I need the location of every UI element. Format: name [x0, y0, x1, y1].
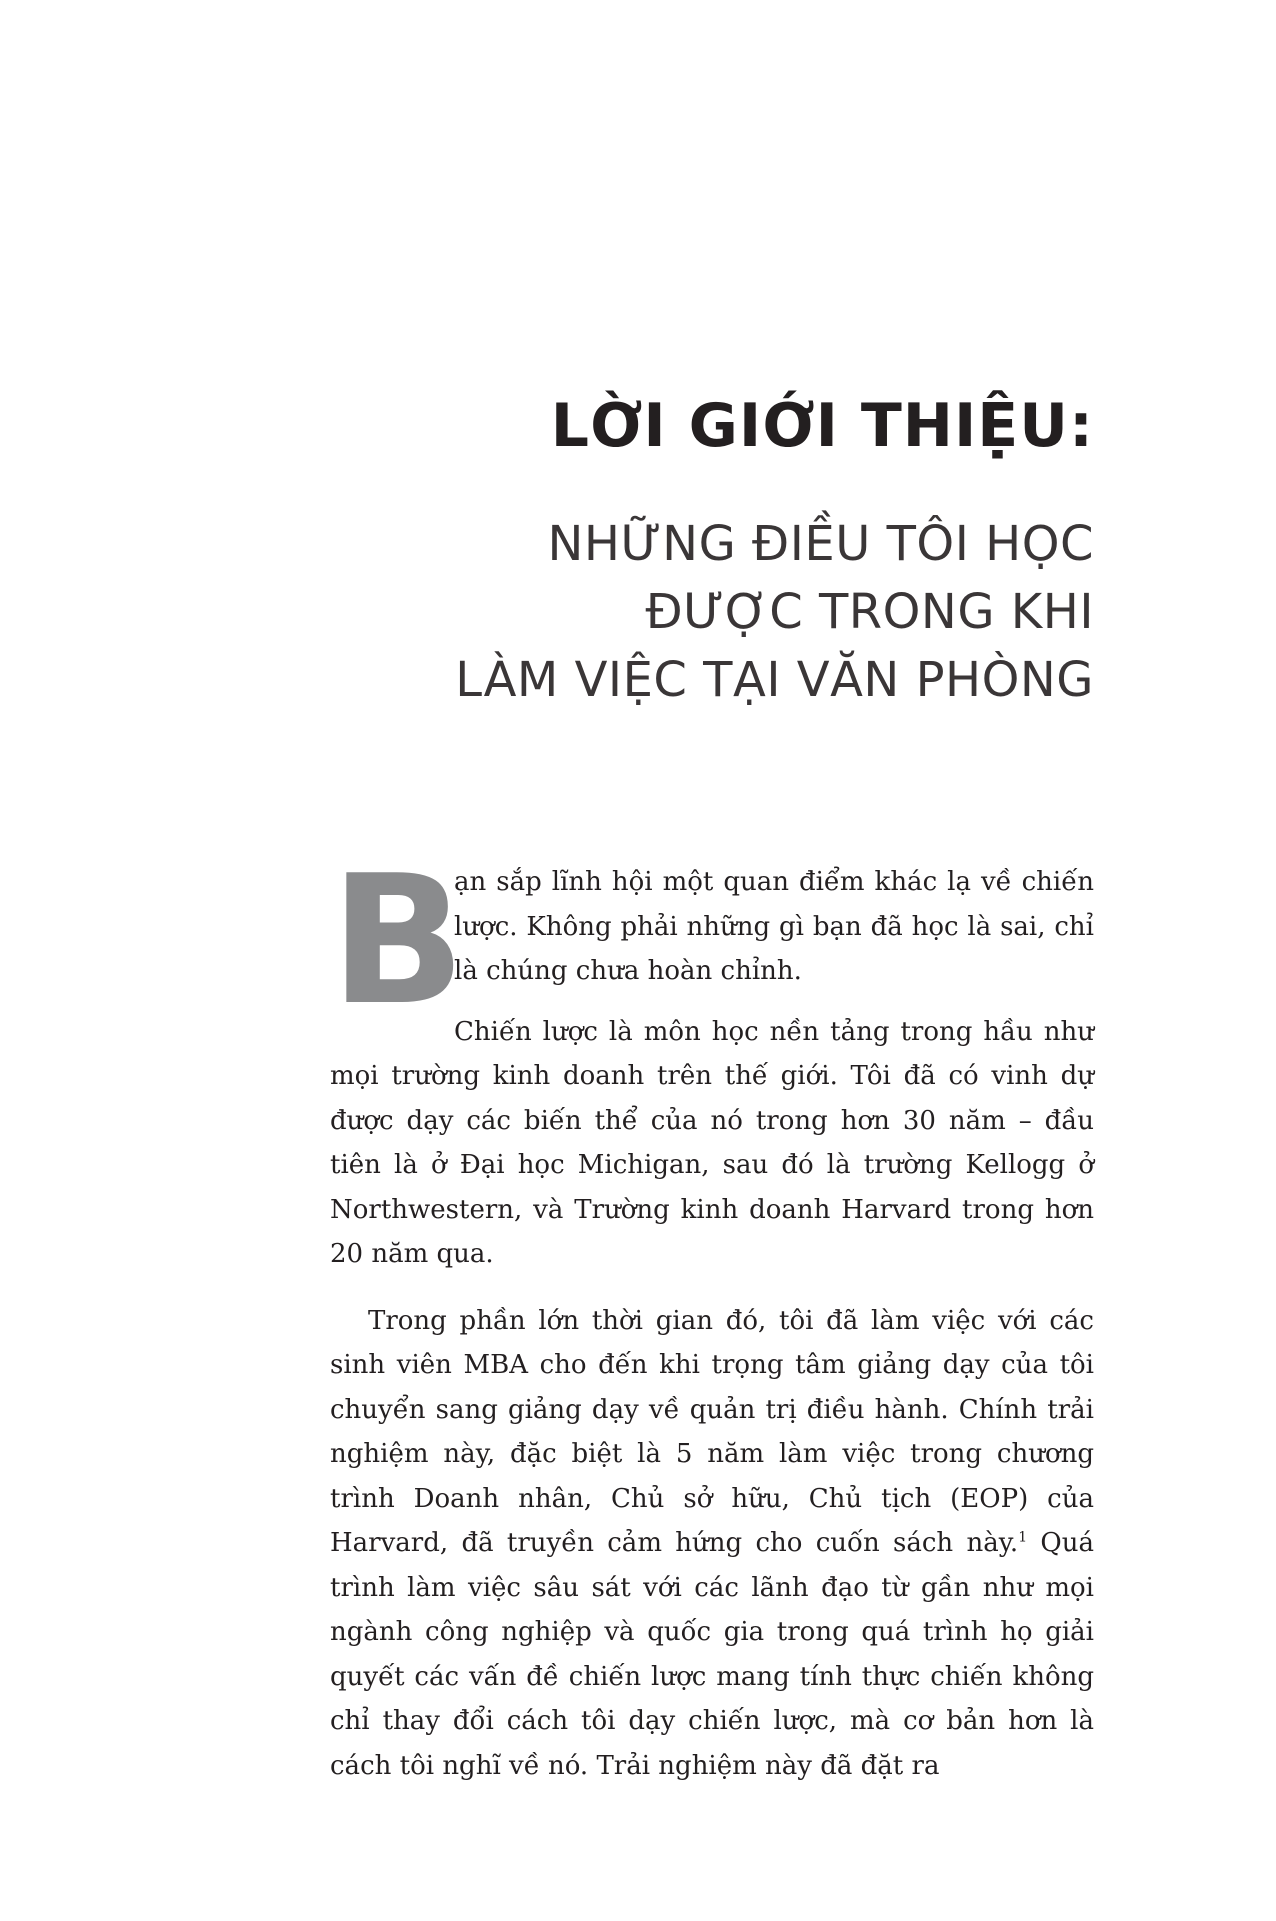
drop-cap-letter: B — [330, 837, 466, 1044]
paragraph: Chiến lược là môn học nền tảng trong hầu như mọi trường kinh doanh trên thế giới. Tôi đã có vinh dự được dạy các biến thể của nó trong hơn 30 năm – đầu tiên là ở Đại học Michigan, sau đó là trường Kellogg ở Northwestern, và Trường kinh doanh Harvard trong hơn 20 năm qua. — [330, 1016, 1094, 1269]
paragraph-text: Trong phần lớn thời gian đó, tôi đã làm việc với các sinh viên MBA cho đến khi trọng tâm giảng dạy của tôi chuyển sang giảng dạy về quản trị điều hành. Chính trải nghiệm này, đặc biệt là 5 năm làm việc trong chương trình Doanh nhân, Chủ sở hữu, Chủ tịch (EOP) của Harvard, đã truyền cảm hứng cho cuốn sách này. — [330, 1305, 1094, 1558]
subtitle-line: NHỮNG ĐIỀU TÔI HỌC — [547, 516, 1094, 572]
paragraph-text: Quá trình làm việc sâu sát với các lãnh đạo từ gần như mọi ngành công nghiệp và quốc gia trong quá trình họ giải quyết các vấn đề chiến lược mang tính thực chiến không chỉ thay đổi cách tôi dạy chiến lược, mà cơ bản hơn là cách tôi nghĩ về nó. Trải nghiệm này đã đặt ra — [330, 1528, 1094, 1781]
footnote-marker[interactable]: 1 — [1018, 1529, 1028, 1546]
body-text — [330, 837, 1094, 1788]
subtitle-line: ĐƯỢC TRONG KHI — [645, 584, 1094, 640]
paragraph-opening: ạn sắp lĩnh hội một quan điểm khác lạ về chiến lược. Không phải những gì bạn đã học là sai, chỉ là chúng chưa hoàn chỉnh. — [454, 867, 1094, 986]
chapter-title: LỜI GIỚI THIỆU: — [550, 391, 1094, 461]
chapter-subtitle — [455, 510, 1094, 714]
paragraph — [330, 1299, 1094, 1789]
subtitle-line: LÀM VIỆC TẠI VĂN PHÒNG — [455, 652, 1094, 708]
